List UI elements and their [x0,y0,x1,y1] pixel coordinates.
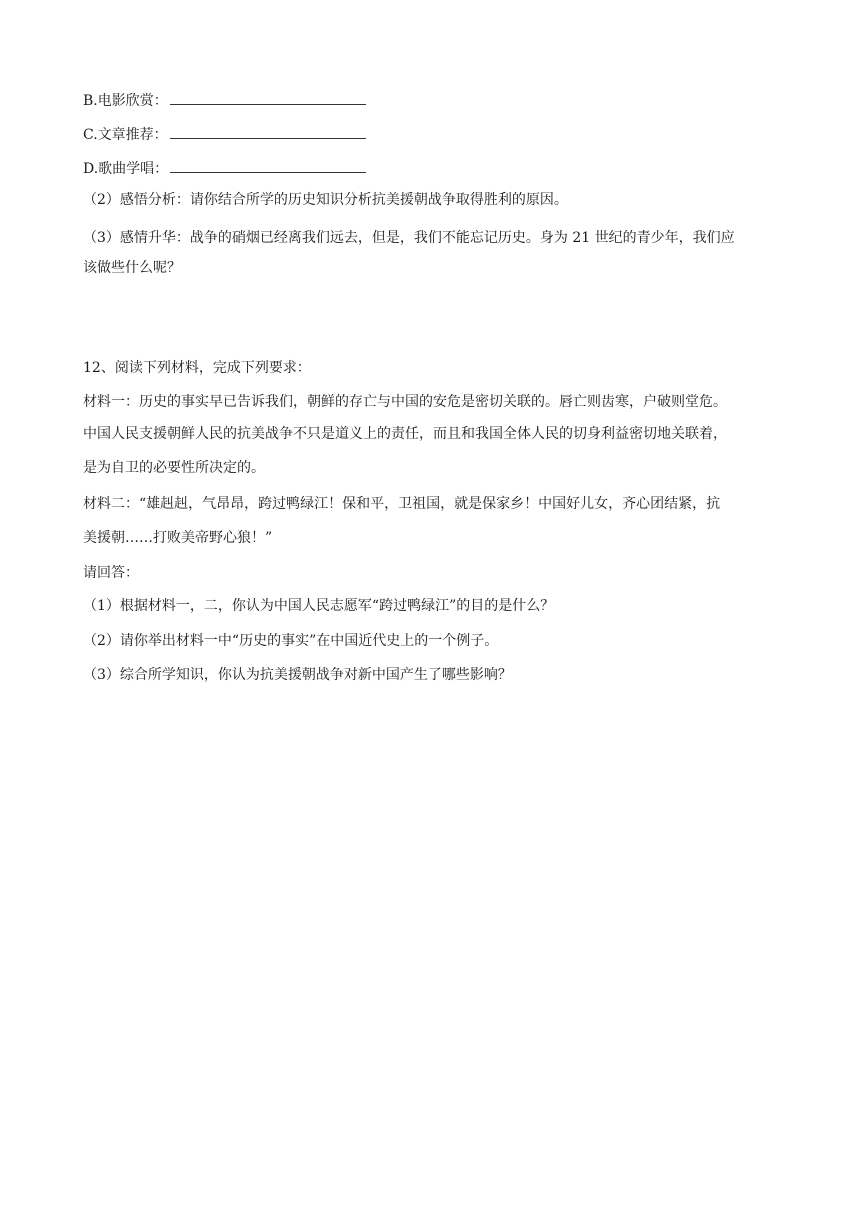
question-12-heading: 12、阅读下列材料，完成下列要求： [83,360,311,376]
option-d-line [83,158,783,179]
answer-prompt: 请回答： [83,565,139,581]
option-d-answer-blank[interactable] [170,158,366,173]
option-d-label: D.歌曲学唱： [83,161,169,177]
material-1-line2: 中国人民支援朝鲜人民的抗美战争不只是道义上的责任，而且和我国全体人民的切身利益密切地关联着， [83,426,727,442]
option-b-answer-blank[interactable] [170,90,366,105]
question-12-2: （2）请你举出材料一中“历史的事实”在中国近代史上的一个例子。 [83,633,499,649]
option-b-line [83,90,783,111]
option-b-label: B.电影欣赏： [83,93,168,109]
material-2-line2: 美援朝……打败美帝野心狼！” [83,530,273,546]
option-c-answer-blank[interactable] [170,124,366,139]
question-11-3-line2: 该做些什么呢？ [83,260,181,276]
material-1-line1: 材料一：历史的事实早已告诉我们，朝鲜的存亡与中国的安危是密切关联的。唇亡则齿寒，户破则堂危。 [83,394,727,410]
question-11-3-line1: （3）感情升华：战争的硝烟已经离我们远去，但是，我们不能忘记历史。身为 21 世纪的青少年，我们应 [83,230,735,246]
option-c-line [83,124,783,145]
option-c-label: C.文章推荐： [83,127,168,143]
material-2-line1: 材料二：“雄赳赳，气昂昂，跨过鸭绿江！保和平，卫祖国，就是保家乡！中国好儿女，齐心团结紧，抗 [83,496,721,512]
material-1-line3: 是为自卫的必要性所决定的。 [83,460,265,476]
question-11-2: （2）感悟分析：请你结合所学的历史知识分析抗美援朝战争取得胜利的原因。 [83,192,568,208]
question-12-3: （3）综合所学知识，你认为抗美援朝战争对新中国产生了哪些影响？ [83,667,512,683]
question-12-1: （1）根据材料一，二，你认为中国人民志愿军“跨过鸭绿江”的目的是什么？ [83,598,555,614]
